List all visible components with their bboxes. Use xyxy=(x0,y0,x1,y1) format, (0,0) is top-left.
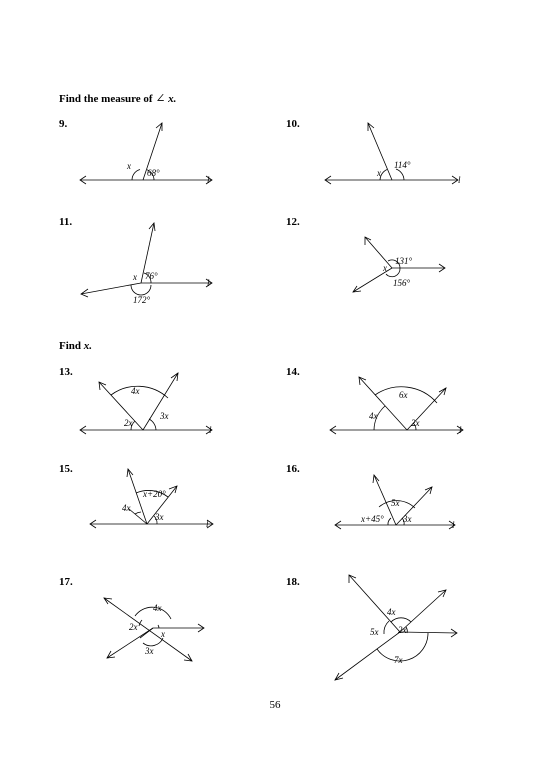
label-x: x xyxy=(161,629,165,639)
label-x-plus-45: x+45° xyxy=(361,514,384,524)
figure-problem-10 xyxy=(320,115,470,195)
label-3x: 3x xyxy=(145,646,154,656)
label-4x: 4x xyxy=(122,503,131,513)
label-line-l: l xyxy=(207,278,210,288)
heading-text: Find the measure of xyxy=(59,93,156,105)
label-3x: 3x xyxy=(403,514,412,524)
problem-number-10: 10. xyxy=(286,118,300,130)
label-angle-68: 68° xyxy=(147,168,160,178)
problem-number-14: 14. xyxy=(286,366,300,378)
label-x: x xyxy=(383,263,387,273)
label-4x: 4x xyxy=(131,386,140,396)
figure-problem-15 xyxy=(85,465,220,540)
figure-problem-18 xyxy=(330,570,470,685)
label-line-l: l xyxy=(452,520,455,530)
label-2x: 2x xyxy=(398,625,407,635)
figure-problem-11 xyxy=(75,215,225,310)
label-2x: 2x xyxy=(411,418,420,428)
label-x-plus-20: x+20° xyxy=(143,489,166,499)
label-5x: 5x xyxy=(370,627,379,637)
label-5x: 5x xyxy=(391,498,400,508)
label-angle-114: 114° xyxy=(394,160,411,170)
angle-symbol: ∠ xyxy=(155,91,166,105)
figure-problem-9 xyxy=(75,115,225,195)
label-4x: 4x xyxy=(387,607,396,617)
figure-problem-13 xyxy=(75,370,225,445)
label-4x: 4x xyxy=(153,603,162,613)
label-line-l: l xyxy=(206,519,209,529)
figure-problem-16 xyxy=(330,470,465,540)
label-2x: 2x xyxy=(124,418,133,428)
label-line-l: l xyxy=(459,425,462,435)
label-angle-76: 76° xyxy=(145,271,158,281)
figure-problem-14 xyxy=(325,370,475,445)
section-heading-find-x xyxy=(59,340,92,352)
label-angle-156: 156° xyxy=(393,278,411,288)
problem-number-9: 9. xyxy=(59,118,68,130)
problem-number-16: 16. xyxy=(286,463,300,475)
label-3x: 3x xyxy=(155,512,164,522)
figure-problem-17 xyxy=(95,585,215,670)
label-3x: 3x xyxy=(160,411,169,421)
label-6x: 6x xyxy=(399,390,408,400)
problem-number-11: 11. xyxy=(59,216,73,228)
label-angle-131: 131° xyxy=(395,256,413,266)
label-4x: 4x xyxy=(369,411,378,421)
problem-number-18: 18. xyxy=(286,576,300,588)
section-heading-find-angle xyxy=(59,91,176,106)
label-2x: 2x xyxy=(129,622,138,632)
label-line-l: l xyxy=(458,175,461,185)
label-line-l: l xyxy=(207,175,210,185)
problem-number-13: 13. xyxy=(59,366,73,378)
label-x: x xyxy=(133,272,137,282)
heading-text: Find xyxy=(59,340,84,352)
problem-number-15: 15. xyxy=(59,463,73,475)
page-number: 56 xyxy=(269,699,281,711)
problem-number-17: 17. xyxy=(59,576,73,588)
label-line-l: l xyxy=(209,425,212,435)
heading-variable: x. xyxy=(83,340,93,352)
label-x: x xyxy=(127,161,131,171)
figure-problem-12 xyxy=(340,225,460,305)
label-7x: 7x xyxy=(394,655,403,665)
label-angle-172: 172° xyxy=(133,295,151,305)
heading-variable: x. xyxy=(168,93,177,105)
label-x: x xyxy=(377,168,381,178)
problem-number-12: 12. xyxy=(286,216,300,228)
